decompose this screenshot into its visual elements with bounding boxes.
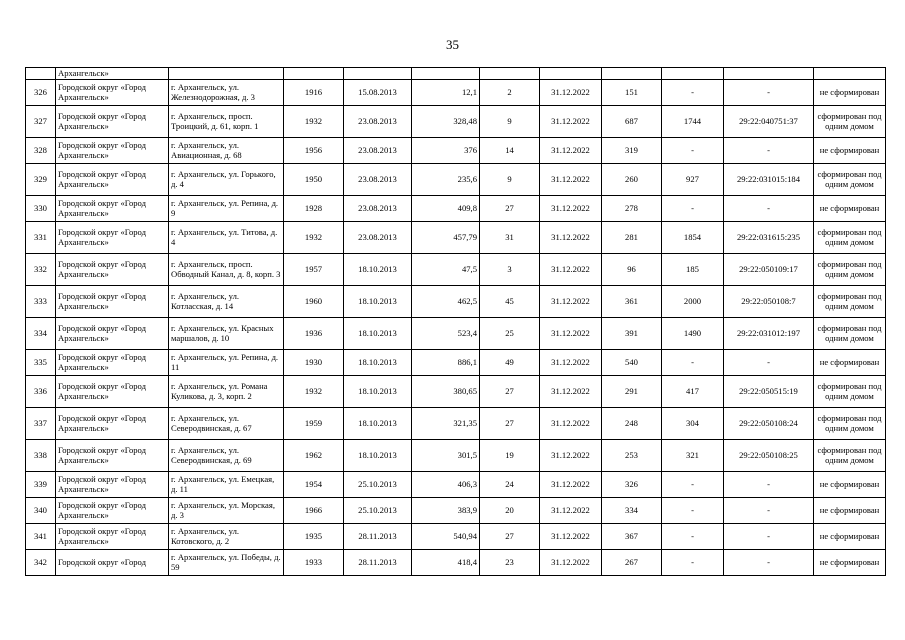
cell-address: г. Архангельск, просп. Обводный Канал, д. 8, корп. 3 (169, 254, 284, 286)
table-row (26, 350, 886, 376)
cell-flats-area: 267 (602, 550, 662, 576)
cell-num: 329 (26, 164, 56, 196)
cell-area: 47,5 (412, 254, 480, 286)
cell-num: 342 (26, 550, 56, 576)
cell-cadastral-number: 29:22:031015:184 (724, 164, 814, 196)
cell-owner-name: Городской округ «Город Архангельск» (56, 286, 169, 318)
cell-owner-name: Городской округ «Город Архангельск» (56, 440, 169, 472)
cell-recognition-date: 28.11.2013 (344, 550, 412, 576)
cell-empty (344, 68, 412, 80)
cell-land-status: не сформирован (814, 138, 886, 164)
table-row (26, 222, 886, 254)
cell-owner-name: Городской округ «Город Архангельск» (56, 350, 169, 376)
cell-residents: 45 (480, 286, 540, 318)
cell-land-status: сформирован под одним домом (814, 286, 886, 318)
cell-planned-date: 31.12.2022 (540, 318, 602, 350)
table-body (26, 68, 886, 576)
cell-planned-date: 31.12.2022 (540, 472, 602, 498)
cell-land-area: - (662, 498, 724, 524)
cell-address: г. Архангельск, ул. Титова, д. 4 (169, 222, 284, 254)
cell-address: г. Архангельск, ул. Северодвинская, д. 67 (169, 408, 284, 440)
cell-planned-date: 31.12.2022 (540, 106, 602, 138)
cell-planned-date: 31.12.2022 (540, 222, 602, 254)
cell-empty (284, 68, 344, 80)
cell-cadastral-number: - (724, 550, 814, 576)
cell-address: г. Архангельск, просп. Троицкий, д. 61, корп. 1 (169, 106, 284, 138)
cell-year: 1932 (284, 106, 344, 138)
cell-recognition-date: 28.11.2013 (344, 524, 412, 550)
cell-residents: 27 (480, 408, 540, 440)
cell-cadastral-number: 29:22:031615:235 (724, 222, 814, 254)
cell-num: 330 (26, 196, 56, 222)
cell-flats-area: 361 (602, 286, 662, 318)
cell-planned-date: 31.12.2022 (540, 350, 602, 376)
cell-address: г. Архангельск, ул. Победы, д. 59 (169, 550, 284, 576)
continued-row (26, 68, 886, 80)
cell-year: 1957 (284, 254, 344, 286)
cell-residents: 31 (480, 222, 540, 254)
cell-flats-area: 248 (602, 408, 662, 440)
cell-land-status: сформирован под одним домом (814, 440, 886, 472)
cell-year: 1960 (284, 286, 344, 318)
cell-area: 457,79 (412, 222, 480, 254)
cell-owner-name: Городской округ «Город Архангельск» (56, 318, 169, 350)
cell-cadastral-number: - (724, 196, 814, 222)
cell-land-status: не сформирован (814, 350, 886, 376)
cell-area: 523,4 (412, 318, 480, 350)
cell-planned-date: 31.12.2022 (540, 138, 602, 164)
cell-flats-area: 278 (602, 196, 662, 222)
cell-area: 406,3 (412, 472, 480, 498)
cell-year: 1954 (284, 472, 344, 498)
cell-recognition-date: 25.10.2013 (344, 472, 412, 498)
cell-flats-area: 291 (602, 376, 662, 408)
table-row (26, 440, 886, 472)
cell-empty (480, 68, 540, 80)
table-row (26, 138, 886, 164)
cell-residents: 24 (480, 472, 540, 498)
cell-land-area: - (662, 524, 724, 550)
cell-residents: 27 (480, 376, 540, 408)
cell-year: 1962 (284, 440, 344, 472)
cell-owner-name: Городской округ «Город Архангельск» (56, 376, 169, 408)
cell-cadastral-number: 29:22:040751:37 (724, 106, 814, 138)
cell-year: 1932 (284, 222, 344, 254)
cell-cadastral-number: 29:22:050515:19 (724, 376, 814, 408)
cell-planned-date: 31.12.2022 (540, 196, 602, 222)
cell-land-area: - (662, 550, 724, 576)
cell-planned-date: 31.12.2022 (540, 550, 602, 576)
cell-flats-area: 367 (602, 524, 662, 550)
cell-land-area: - (662, 350, 724, 376)
cell-num: 336 (26, 376, 56, 408)
cell-residents: 3 (480, 254, 540, 286)
table-row (26, 524, 886, 550)
cell-cadastral-number: 29:22:050108:25 (724, 440, 814, 472)
cell-num: 334 (26, 318, 56, 350)
cell-land-area: 927 (662, 164, 724, 196)
table-row (26, 376, 886, 408)
cell-area: 540,94 (412, 524, 480, 550)
cell-address: г. Архангельск, ул. Северодвинская, д. 69 (169, 440, 284, 472)
cell-cadastral-number: - (724, 524, 814, 550)
cell-land-status: сформирован под одним домом (814, 318, 886, 350)
cell-land-area: 1744 (662, 106, 724, 138)
cell-year: 1959 (284, 408, 344, 440)
cell-land-status: сформирован под одним домом (814, 222, 886, 254)
cell-address: г. Архангельск, ул. Авиационная, д. 68 (169, 138, 284, 164)
cell-owner-name: Городской округ «Город Архангельск» (56, 498, 169, 524)
cell-land-status: не сформирован (814, 498, 886, 524)
cell-owner-name: Архангельск» (56, 68, 169, 80)
cell-recognition-date: 18.10.2013 (344, 254, 412, 286)
cell-area: 321,35 (412, 408, 480, 440)
cell-residents: 25 (480, 318, 540, 350)
cell-num: 339 (26, 472, 56, 498)
cell-residents: 27 (480, 196, 540, 222)
cell-flats-area: 253 (602, 440, 662, 472)
cell-empty (724, 68, 814, 80)
cell-address: г. Архангельск, ул. Репина, д. 11 (169, 350, 284, 376)
cell-flats-area: 540 (602, 350, 662, 376)
cell-residents: 14 (480, 138, 540, 164)
cell-recognition-date: 15.08.2013 (344, 80, 412, 106)
cell-owner-name: Городской округ «Город Архангельск» (56, 472, 169, 498)
cell-owner-name: Городской округ «Город Архангельск» (56, 222, 169, 254)
cell-area: 409,8 (412, 196, 480, 222)
page-number: 35 (446, 37, 459, 52)
cell-num: 338 (26, 440, 56, 472)
cell-area: 418,4 (412, 550, 480, 576)
cell-cadastral-number: - (724, 472, 814, 498)
cell-year: 1933 (284, 550, 344, 576)
cell-address: г. Архангельск, ул. Котовского, д. 2 (169, 524, 284, 550)
cell-address: г. Архангельск, ул. Железнодорожная, д. 3 (169, 80, 284, 106)
table-row (26, 472, 886, 498)
cell-cadastral-number: 29:22:031012:197 (724, 318, 814, 350)
cell-area: 383,9 (412, 498, 480, 524)
cell-owner-name: Городской округ «Город Архангельск» (56, 254, 169, 286)
cell-empty (662, 68, 724, 80)
cell-land-area: 2000 (662, 286, 724, 318)
cell-num: 326 (26, 80, 56, 106)
cell-year: 1916 (284, 80, 344, 106)
cell-address: г. Архангельск, ул. Емецкая, д. 11 (169, 472, 284, 498)
cell-land-area: 1854 (662, 222, 724, 254)
cell-flats-area: 326 (602, 472, 662, 498)
cell-num: 327 (26, 106, 56, 138)
cell-planned-date: 31.12.2022 (540, 440, 602, 472)
cell-land-status: не сформирован (814, 524, 886, 550)
cell-recognition-date: 18.10.2013 (344, 350, 412, 376)
cell-owner-name: Городской округ «Город Архангельск» (56, 138, 169, 164)
cell-land-area: - (662, 196, 724, 222)
cell-area: 301,5 (412, 440, 480, 472)
cell-land-status: не сформирован (814, 196, 886, 222)
cell-land-area: 417 (662, 376, 724, 408)
table-row (26, 550, 886, 576)
cell-planned-date: 31.12.2022 (540, 524, 602, 550)
cell-recognition-date: 23.08.2013 (344, 164, 412, 196)
table-row (26, 286, 886, 318)
cell-land-status: сформирован под одним домом (814, 376, 886, 408)
cell-recognition-date: 18.10.2013 (344, 286, 412, 318)
cell-land-status: сформирован под одним домом (814, 164, 886, 196)
cell-residents: 23 (480, 550, 540, 576)
cell-year: 1928 (284, 196, 344, 222)
cell-owner-name: Городской округ «Город Архангельск» (56, 524, 169, 550)
cell-land-area: - (662, 80, 724, 106)
cell-owner-name: Городской округ «Город Архангельск» (56, 106, 169, 138)
cell-recognition-date: 18.10.2013 (344, 440, 412, 472)
cell-recognition-date: 18.10.2013 (344, 408, 412, 440)
table-row (26, 318, 886, 350)
table-row (26, 498, 886, 524)
cell-cadastral-number: - (724, 138, 814, 164)
cell-year: 1956 (284, 138, 344, 164)
table-row (26, 80, 886, 106)
cell-year: 1935 (284, 524, 344, 550)
cell-empty (169, 68, 284, 80)
cell-planned-date: 31.12.2022 (540, 498, 602, 524)
cell-residents: 27 (480, 524, 540, 550)
cell-flats-area: 319 (602, 138, 662, 164)
cell-area: 376 (412, 138, 480, 164)
cell-planned-date: 31.12.2022 (540, 286, 602, 318)
cell-land-status: сформирован под одним домом (814, 408, 886, 440)
cell-land-status: сформирован под одним домом (814, 106, 886, 138)
cell-empty (814, 68, 886, 80)
cell-year: 1966 (284, 498, 344, 524)
cell-flats-area: 281 (602, 222, 662, 254)
cell-area: 235,6 (412, 164, 480, 196)
cell-recognition-date: 23.08.2013 (344, 196, 412, 222)
cell-area: 380,65 (412, 376, 480, 408)
cell-empty (602, 68, 662, 80)
cell-planned-date: 31.12.2022 (540, 376, 602, 408)
cell-recognition-date: 18.10.2013 (344, 376, 412, 408)
cell-residents: 9 (480, 106, 540, 138)
cell-area: 462,5 (412, 286, 480, 318)
cell-year: 1950 (284, 164, 344, 196)
cell-flats-area: 687 (602, 106, 662, 138)
cell-residents: 49 (480, 350, 540, 376)
cell-recognition-date: 23.08.2013 (344, 138, 412, 164)
cell-address: г. Архангельск, ул. Морская, д. 3 (169, 498, 284, 524)
cell-empty (412, 68, 480, 80)
table-row (26, 106, 886, 138)
cell-residents: 19 (480, 440, 540, 472)
cell-num: 341 (26, 524, 56, 550)
table-row (26, 164, 886, 196)
cell-owner-name: Городской округ «Город (56, 550, 169, 576)
cell-year: 1930 (284, 350, 344, 376)
cell-land-area: - (662, 138, 724, 164)
table-row (26, 196, 886, 222)
cell-residents: 9 (480, 164, 540, 196)
cell-num: 335 (26, 350, 56, 376)
cell-land-status: сформирован под одним домом (814, 254, 886, 286)
cell-land-area: 304 (662, 408, 724, 440)
cell-recognition-date: 23.08.2013 (344, 222, 412, 254)
cell-flats-area: 96 (602, 254, 662, 286)
cell-owner-name: Городской округ «Город Архангельск» (56, 196, 169, 222)
cell-address: г. Архангельск, ул. Котласская, д. 14 (169, 286, 284, 318)
table-row (26, 254, 886, 286)
cell-area: 12,1 (412, 80, 480, 106)
cell-address: г. Архангельск, ул. Красных маршалов, д. 10 (169, 318, 284, 350)
cell-cadastral-number: 29:22:050108:24 (724, 408, 814, 440)
cell-planned-date: 31.12.2022 (540, 408, 602, 440)
table-row (26, 408, 886, 440)
housing-registry-table (25, 67, 886, 576)
cell-flats-area: 151 (602, 80, 662, 106)
cell-cadastral-number: - (724, 498, 814, 524)
cell-cadastral-number: 29:22:050109:17 (724, 254, 814, 286)
cell-flats-area: 260 (602, 164, 662, 196)
cell-address: г. Архангельск, ул. Романа Куликова, д. 3, корп. 2 (169, 376, 284, 408)
cell-planned-date: 31.12.2022 (540, 254, 602, 286)
cell-planned-date: 31.12.2022 (540, 164, 602, 196)
cell-planned-date: 31.12.2022 (540, 80, 602, 106)
cell-cadastral-number: - (724, 350, 814, 376)
cell-land-area: 185 (662, 254, 724, 286)
cell-land-status: не сформирован (814, 550, 886, 576)
cell-cadastral-number: - (724, 80, 814, 106)
cell-empty (540, 68, 602, 80)
cell-recognition-date: 23.08.2013 (344, 106, 412, 138)
cell-land-status: не сформирован (814, 80, 886, 106)
cell-num: 332 (26, 254, 56, 286)
cell-cadastral-number: 29:22:050108:7 (724, 286, 814, 318)
cell-land-area: 321 (662, 440, 724, 472)
cell-num: 328 (26, 138, 56, 164)
cell-land-status: не сформирован (814, 472, 886, 498)
cell-year: 1936 (284, 318, 344, 350)
cell-num: 333 (26, 286, 56, 318)
cell-area: 886,1 (412, 350, 480, 376)
cell-flats-area: 391 (602, 318, 662, 350)
cell-land-area: 1490 (662, 318, 724, 350)
cell-num: 331 (26, 222, 56, 254)
cell-residents: 20 (480, 498, 540, 524)
cell-recognition-date: 18.10.2013 (344, 318, 412, 350)
cell-num: 337 (26, 408, 56, 440)
cell-owner-name: Городской округ «Город Архангельск» (56, 408, 169, 440)
cell-recognition-date: 25.10.2013 (344, 498, 412, 524)
cell-residents: 2 (480, 80, 540, 106)
cell-land-area: - (662, 472, 724, 498)
cell-area: 328,48 (412, 106, 480, 138)
cell-year: 1932 (284, 376, 344, 408)
cell-address: г. Архангельск, ул. Горького, д. 4 (169, 164, 284, 196)
cell-num: 340 (26, 498, 56, 524)
cell-num (26, 68, 56, 80)
cell-flats-area: 334 (602, 498, 662, 524)
cell-address: г. Архангельск, ул. Репина, д. 9 (169, 196, 284, 222)
cell-owner-name: Городской округ «Город Архангельск» (56, 164, 169, 196)
cell-owner-name: Городской округ «Город Архангельск» (56, 80, 169, 106)
